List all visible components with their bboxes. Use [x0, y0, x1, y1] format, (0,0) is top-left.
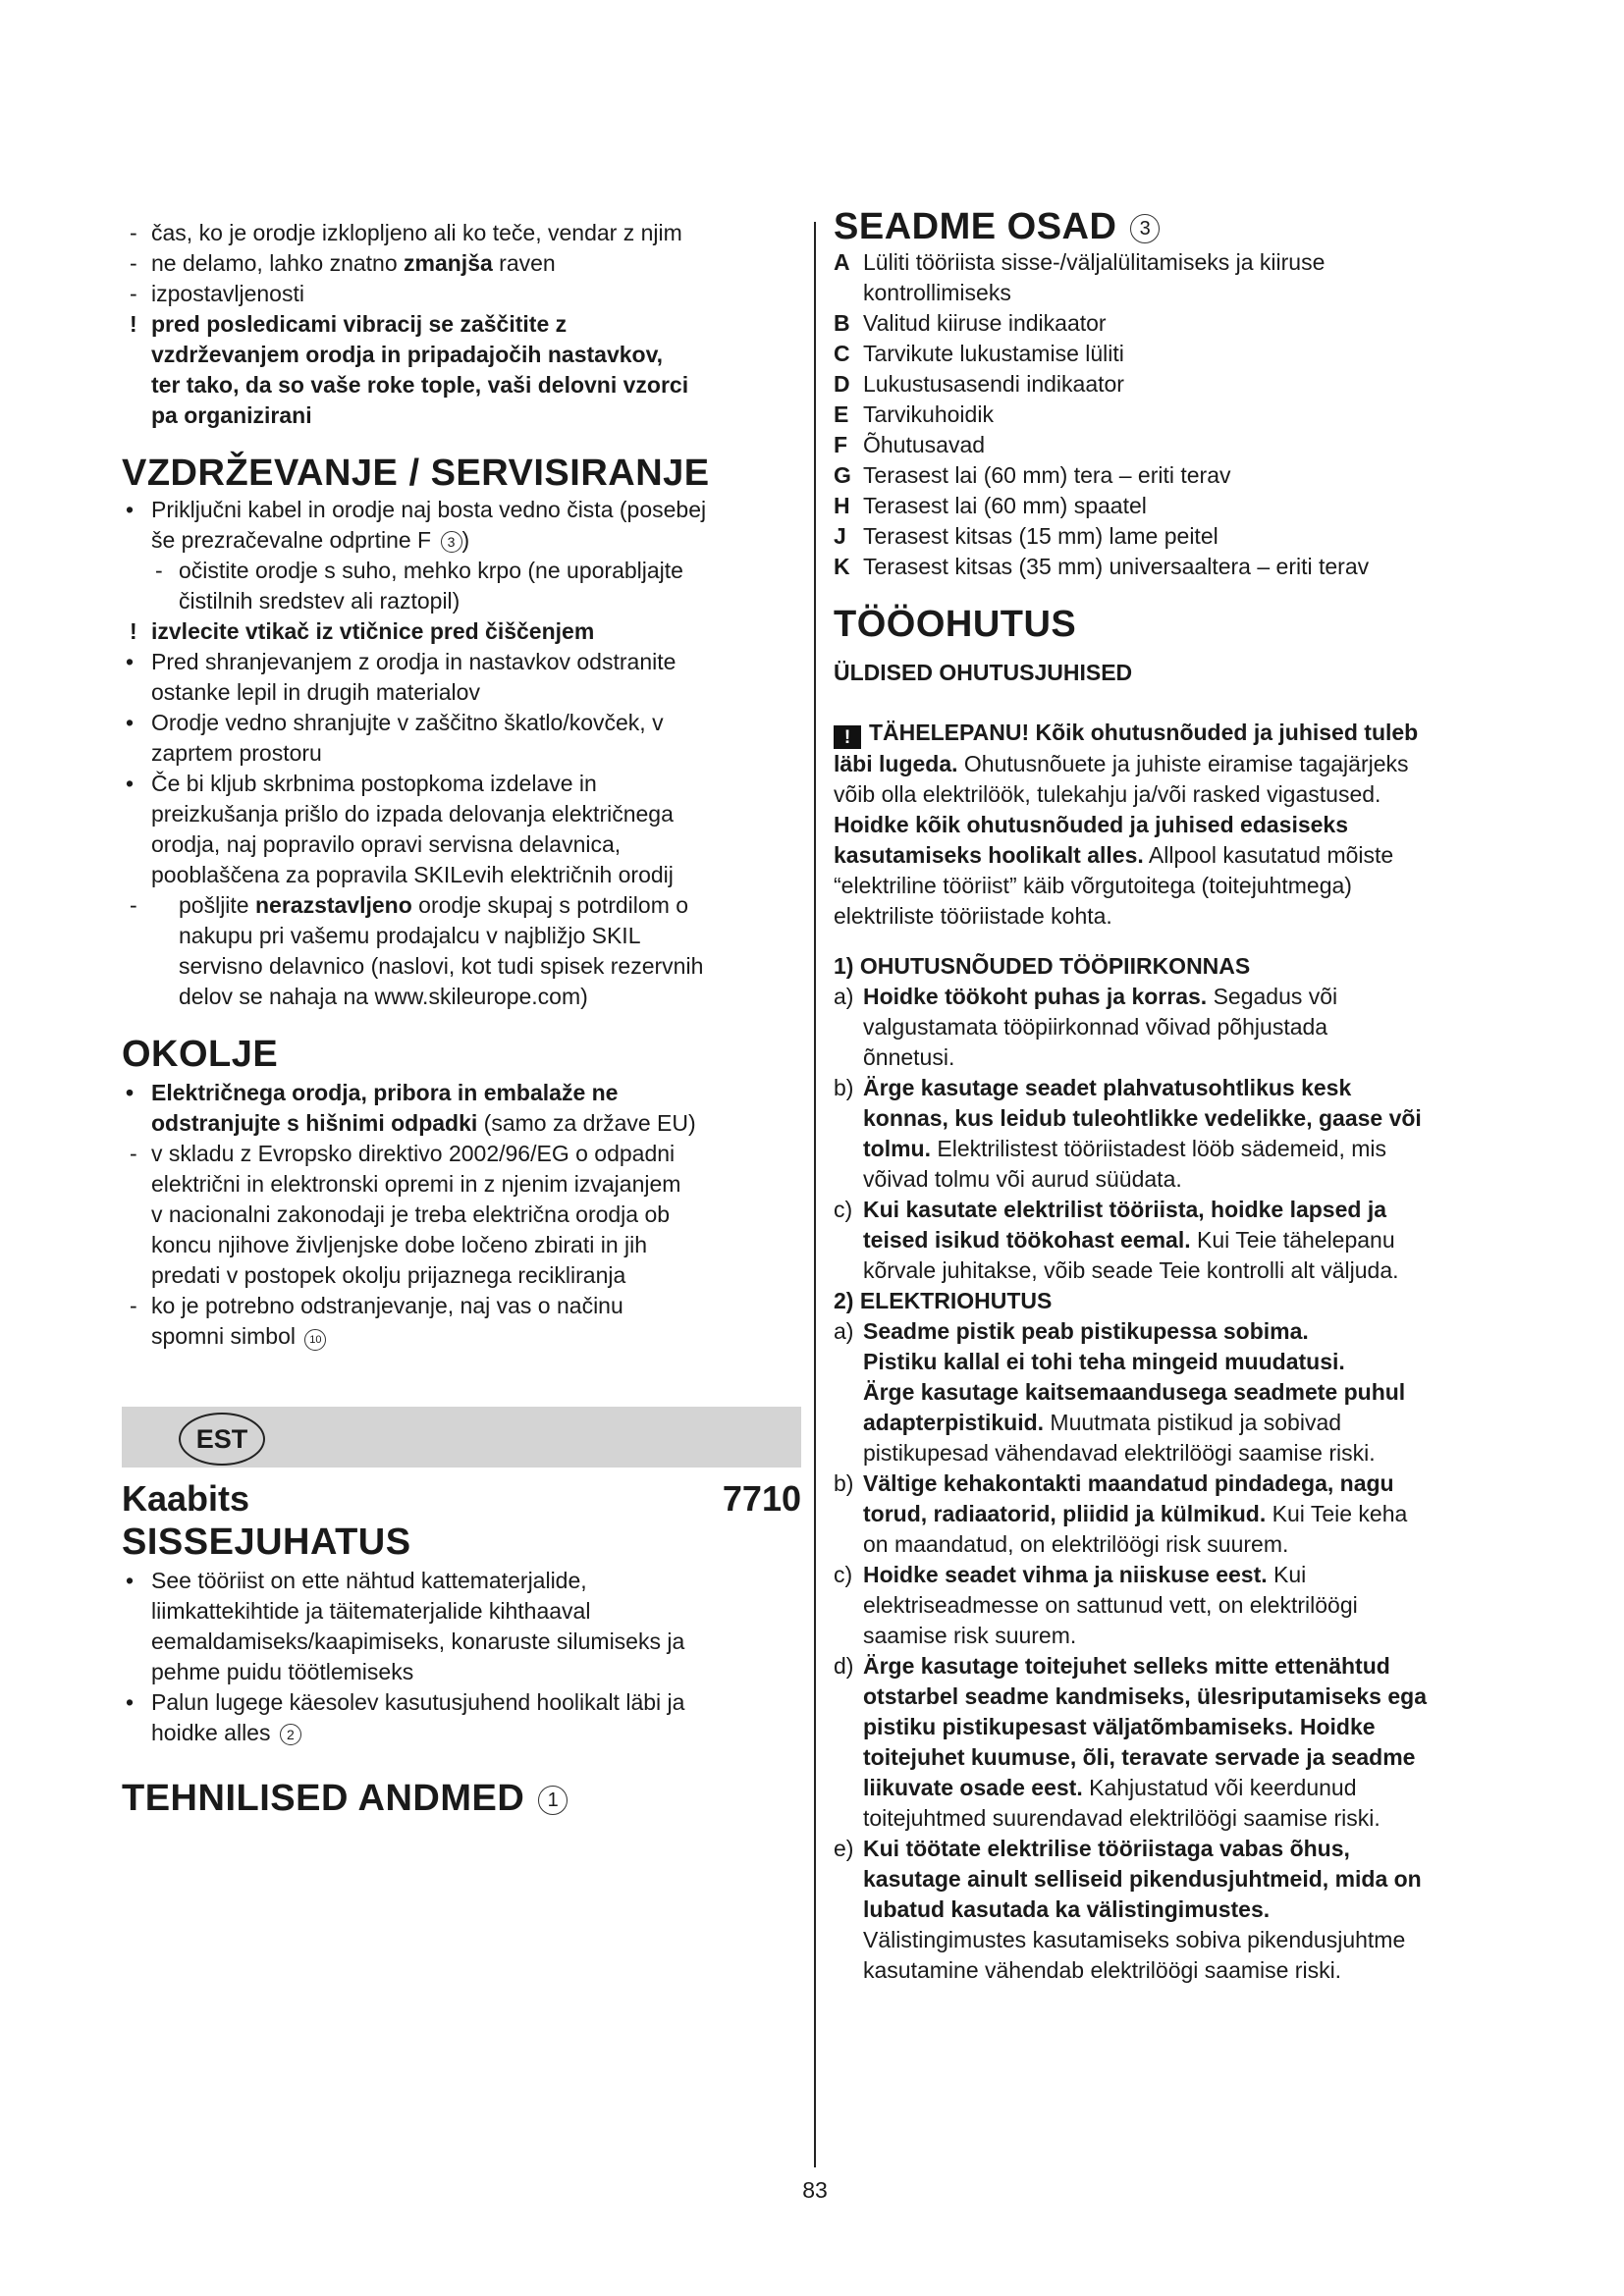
warning-line: võib olla elektrilöök, tulekahju ja/või rasked vigastused. [834, 781, 1381, 807]
dash-item: - očistite orodje s suho, mehko krpo (ne uporabljajte [122, 556, 801, 586]
general-warning [834, 718, 1511, 932]
bullet-item-cont: zaprtem prostoru [151, 740, 322, 766]
dash-item-cont: delov se nahaja na www.skileurope.com) [179, 984, 588, 1009]
alpha-item-cont: õnnetusi. [863, 1044, 955, 1070]
warning-item-cont: vzdrževanjem orodja in pripadajočih nastavkov, [151, 342, 664, 367]
alpha-item-cont: saamise risk suurem. [863, 1623, 1077, 1648]
warning-item: ! izvlecite vtikač iz vtičnice pred čiščenjem [122, 616, 801, 647]
alpha-item-cont: Ärge kasutage kaitsemaandusega seadmete puhul [863, 1379, 1406, 1405]
alpha-item-cont: on maandatud, on elektrilöögi risk suurem. [863, 1531, 1289, 1557]
dash-item: - v skladu z Evropsko direktivo 2002/96/EG o odpadni [122, 1139, 801, 1169]
bullet-item: • Električnega orodja, pribora in embalaže ne [122, 1078, 801, 1108]
alpha-item: e) Kui töötate elektrilise tööriistaga vabas õhus, [834, 1836, 1350, 1861]
general-safety-subheading: ÜLDISED OHUTUSJUHISED [834, 660, 1133, 685]
environment-section [122, 1078, 801, 1352]
bullet-item-cont: ostanke lepil in drugih materialov [151, 679, 480, 705]
dash-item-cont: spomni simbol 10 [122, 1321, 801, 1352]
bullet-item: • Pred shranjevanjem z orodja in nastavkov odstranite [122, 647, 801, 677]
bullet-item: • Priključni kabel in orodje naj bosta vedno čista (posebej [122, 495, 801, 525]
circled-number: 2 [280, 1724, 301, 1745]
warning-line: Hoidke kõik ohutusnõuded ja juhised edasiseks [834, 812, 1349, 837]
introduction-section [122, 1566, 801, 1748]
warning-line: ! TÄHELEPANU! Kõik ohutusnõuded ja juhised tuleb [834, 718, 1511, 749]
alpha-item-cont: kõrvale juhitakse, võib seade Teie kontrolli alt väljuda. [863, 1257, 1399, 1283]
electrical-safety-section [834, 1316, 1511, 1986]
alpha-item: c) Kui kasutate elektrilist tööriista, hoidke lapsed ja [834, 1197, 1386, 1222]
circled-number: 1 [538, 1786, 568, 1815]
alpha-item-cont: adapterpistikuid. Muutmata pistikud ja sobivad [863, 1410, 1342, 1435]
bullet-item-cont: hoidke alles 2 [122, 1718, 801, 1748]
dash-item-cont: v nacionalni zakonodaji je treba električna orodja ob [151, 1201, 671, 1227]
part-item: H Terasest lai (60 mm) spaatel [834, 493, 1147, 518]
alpha-item-cont: toitejuhtmed suurendavad elektrilöögi saamise riski. [863, 1805, 1380, 1831]
dash-item: - ko je potrebno odstranjevanje, naj vas o načinu [122, 1291, 801, 1321]
bullet-item-cont: pooblaščena za popravila SKILevih električnih orodij [151, 862, 674, 887]
bullet-item-cont: še prezračevalne odprtine F 3 ) [151, 527, 470, 553]
introduction-heading: SISSEJUHATUS [122, 1522, 411, 1563]
alpha-item-cont: Pistiku kallal ei tohi teha mingeid muudatusi. [863, 1349, 1345, 1374]
page-number: 83 [802, 2177, 828, 2203]
bullet-item: • Palun lugege käesolev kasutusjuhend hoolikalt läbi ja [122, 1687, 801, 1718]
part-item: F Õhutusavad [834, 432, 986, 457]
alpha-item-cont: võivad tolmu või aurud süüdata. [863, 1166, 1182, 1192]
bullet-item-cont: eemaldamiseks/kaapimiseks, konaruste silumiseks ja [151, 1629, 685, 1654]
dash-item: - pošljite nerazstavljeno orodje skupaj s potrdilom o [122, 890, 801, 921]
alpha-item-cont: valgustamata tööpiirkonnad võivad põhjustada [863, 1014, 1328, 1040]
alpha-item: d) Ärge kasutage toitejuhet selleks mitte ettenähtud [834, 1653, 1390, 1679]
product-title-row [122, 1478, 801, 1519]
warning-item: ! pred posledicami vibracij se zaščitite z [122, 309, 801, 340]
part-item: D Lukustusasendi indikaator [834, 371, 1124, 397]
dash-item-cont: nakupu pri vašemu prodajalcu v najbližjo SKIL [179, 923, 641, 948]
dash-item-cont: koncu njihove življenjske dobe ločeno zbirati in jih [151, 1232, 648, 1257]
alpha-item: c) Hoidke seadet vihma ja niiskuse eest. Kui [834, 1562, 1307, 1587]
alpha-item-cont: pistikupesad vähendavad elektrilöögi saamise riski. [863, 1440, 1376, 1466]
circled-number: 3 [441, 531, 462, 553]
warning-line: “elektriline tööriist” käib võrgutoitega (toitejuhtmega) [834, 873, 1352, 898]
work-area-subheading: 1) OHUTUSNÕUDED TÖÖPIIRKONNAS [834, 953, 1251, 979]
parts-heading: SEADME OSAD 3 [834, 212, 1511, 243]
warning-item-cont: ter tako, da so vaše roke tople, vaši delovni vzorci [151, 372, 689, 398]
electrical-safety-subheading: 2) ELEKTRIOHUTUS [834, 1288, 1053, 1313]
alpha-item-cont: teised isikud töökohast eemal. Kui Teie tähelepanu [863, 1227, 1395, 1253]
part-item: A Lüliti tööriista sisse-/väljalülitamiseks ja kiiruse [834, 249, 1326, 275]
alpha-item-cont: kasutamine vähendab elektrilöögi saamise riski. [863, 1957, 1342, 1983]
alpha-item-cont: elektriseadmesse on sattunud vett, on elektrilöögi [863, 1592, 1358, 1618]
alpha-item-cont: liikuvate osade eest. Kahjustatud või keerdunud [863, 1775, 1357, 1800]
part-item: B Valitud kiiruse indikaator [834, 310, 1107, 336]
model-number: 7710 [722, 1478, 801, 1519]
column-divider [814, 222, 816, 2167]
left-column [122, 218, 801, 1819]
alpha-item-cont: konnas, kus leidub tuleohtlikke vedelikke, gaase või [863, 1105, 1422, 1131]
alpha-item: a) Seadme pistik peab pistikupessa sobima. [834, 1318, 1309, 1344]
alpha-item-cont: toitejuhet kuumuse, õli, teravate servade ja seadme [863, 1744, 1416, 1770]
safety-heading: TÖÖOHUTUS [834, 604, 1077, 645]
circled-number: 3 [1130, 214, 1160, 243]
dash-item: - čas, ko je orodje izklopljeno ali ko teče, vendar z njim [122, 218, 801, 248]
work-area-section [834, 982, 1511, 1286]
dash-item-cont: - ne delamo, lahko znatno zmanjša raven [122, 248, 801, 279]
warning-line: kasutamiseks hoolikalt alles. Allpool kasutatud mõiste [834, 842, 1394, 868]
language-bar [122, 1407, 801, 1468]
parts-list [834, 247, 1511, 582]
product-name: Kaabits [122, 1478, 250, 1519]
warning-triangle-icon: ! [834, 725, 861, 749]
alpha-item-cont: pistiku pistikupesast väljatõmbamiseks. Hoidke [863, 1714, 1376, 1739]
maintenance-heading: VZDRŽEVANJE / SERVISIRANJE [122, 453, 710, 494]
bullet-item-cont: odstranjujte s hišnimi odpadki (samo za države EU) [151, 1110, 696, 1136]
alpha-item-cont: otstarbel seadme kandmiseks, ülesriputamiseks ega [863, 1683, 1427, 1709]
part-item: J Terasest kitsas (15 mm) lame peitel [834, 523, 1218, 549]
environment-heading: OKOLJE [122, 1034, 279, 1075]
maintenance-section [122, 495, 801, 1012]
dash-item-cont: - izpostavljenosti [122, 279, 801, 309]
alpha-item-cont: Välistingimustes kasutamiseks sobiva pikendusjuhtme [863, 1927, 1406, 1952]
part-item: C Tarvikute lukustamise lüliti [834, 341, 1124, 366]
part-item-cont: kontrollimiseks [863, 280, 1011, 305]
part-item: K Terasest kitsas (35 mm) universaaltera – eriti terav [834, 554, 1370, 579]
alpha-item-cont: torud, radiaatorid, pliidid ja külmikud. Kui Teie keha [863, 1501, 1408, 1526]
alpha-item-cont: tolmu. Elektrilistest tööriistadest lööb sädemeid, mis [863, 1136, 1387, 1161]
bullet-item-cont: pehme puidu töötlemiseks [151, 1659, 414, 1684]
alpha-item: a) Hoidke töökoht puhas ja korras. Segadus või [834, 984, 1338, 1009]
warning-line: läbi lugeda. Ohutusnõuete ja juhiste eiramise tagajärjeks [834, 751, 1409, 776]
dash-item-cont: predati v postopek okolju prijaznega recikliranja [151, 1262, 626, 1288]
bullet-item-cont: preizkušanja prišlo do izpada delovanja električnega [151, 801, 674, 827]
alpha-item-cont: kasutage ainult selliseid pikendusjuhtmeid, mida on [863, 1866, 1422, 1892]
vibration-section [122, 218, 801, 431]
bullet-item: • See tööriist on ette nähtud kattematerjalide, [122, 1566, 801, 1596]
bullet-item: • Orodje vedno shranjujte v zaščitno škatlo/kovček, v [122, 708, 801, 738]
alpha-item-cont: lubatud kasutada ka välistingimustes. [863, 1896, 1271, 1922]
bullet-item-cont: orodja, naj popravilo opravi servisna delavnica, [151, 831, 622, 857]
right-column [834, 206, 1511, 1986]
warning-line: elektriliste tööriistade kohta. [834, 903, 1112, 929]
part-item: E Tarvikuhoidik [834, 401, 994, 427]
alpha-item: b) Ärge kasutage seadet plahvatusohtlikus kesk [834, 1075, 1352, 1100]
technical-data-heading: TEHNILISED ANDMED 1 [122, 1784, 801, 1815]
bullet-item-cont: liimkattekihtide ja täitematerjalide kihthaaval [151, 1598, 591, 1624]
part-item: G Terasest lai (60 mm) tera – eriti terav [834, 462, 1231, 488]
alpha-item: b) Vältige kehakontakti maandatud pindadega, nagu [834, 1470, 1394, 1496]
bullet-item: • Če bi kljub skrbnima postopkoma izdelave in [122, 769, 801, 799]
dash-item-cont: električni in elektronski opremi in z njenim izvajanjem [151, 1171, 681, 1197]
circled-number: 10 [304, 1329, 326, 1351]
warning-item-cont: pa organizirani [151, 402, 312, 428]
dash-item-cont: servisno delavnico (naslovi, kot tudi spisek rezervnih [179, 953, 704, 979]
language-badge: EST [179, 1413, 265, 1466]
dash-item-cont: čistilnih sredstev ali raztopil) [179, 588, 460, 614]
